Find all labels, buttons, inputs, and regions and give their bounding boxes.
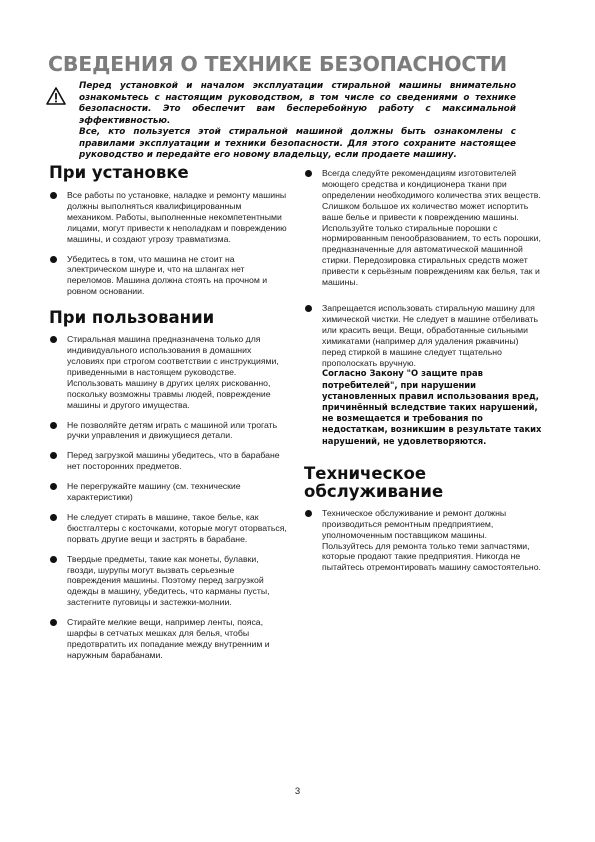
bullet-icon: [50, 619, 57, 626]
section-heading-usage: При пользовании: [49, 308, 215, 328]
list-item: Перед загрузкой машины убедитесь, что в барабане нет посторонних предметов.: [49, 450, 289, 472]
list-item: Твердые предметы, такие как монеты, булавки, гвозди, шурупы могут вызвать серьезные повреждения машины. Поэтому перед загрузкой одежды в машину, убедитесь, что карманы пусты, застегните пуговицы и застежки-молнии.: [49, 554, 289, 609]
bullet-icon: [50, 452, 57, 459]
section-heading-service: Техническое обслуживание: [304, 463, 444, 502]
list-item: Стирайте мелкие вещи, например ленты, пояса, шарфы в сетчатых мешках для белья, чтобы предотвратить их попадание между внутренним и наружным барабанами.: [49, 617, 289, 661]
service-list: [304, 508, 544, 573]
list-item: Не позволяйте детям играть с машиной или трогать ручки управления и движущиеся детали.: [49, 420, 289, 442]
bullet-icon: [50, 483, 57, 490]
bullet-icon: [50, 422, 57, 429]
bullet-icon: [50, 336, 57, 343]
bullet-icon: [305, 305, 312, 312]
bullet-icon: [305, 170, 312, 177]
bullet-icon: [305, 510, 312, 517]
right-column: [304, 168, 544, 582]
legal-notice: Согласно Закону "О защите прав потребителей", при нарушении установленных правил использования вред, причинённый вследствие таких нарушений, не возмещается и требования по недостаткам, возникшим в результате таких нарушений, не удовлетворяются.: [322, 368, 542, 446]
list-item: Техническое обслуживание и ремонт должны производиться ремонтным предприятием, уполномоченным поставщиком машины. Пользуйтесь для ремонта только теми запчастями, которые продают такие предприятия. Никогда не пытайтесь отремонтировать машину самостоятельно.: [304, 508, 544, 573]
list-item: Не перегружайте машину (см. технические характеристики): [49, 481, 289, 503]
bullet-icon: [50, 192, 57, 199]
list-item: Не следует стирать в машине, такое белье, как бюстгалтеры с косточками, которые могут оторваться, порвать другие вещи и застрять в барабане.: [49, 512, 289, 545]
warning-triangle-icon: [46, 87, 66, 105]
page-title: СВЕДЕНИЯ О ТЕХНИКЕ БЕЗОПАСНОСТИ: [48, 52, 507, 76]
list-item: Убедитесь в том, что машина не стоит на электрическом шнуре и, что на шлангах нет переломов. Машина должна стоять на прочном и ровном основании.: [49, 254, 289, 298]
bullet-icon: [50, 556, 57, 563]
list-item: Все работы по установке, наладке и ремонту машины должны выполняться квалифицированным механиком. Работы, выполненные некомпетентными лицами, могут привести к неполадкам и повреждению машины, и создают угрозу травматизма.: [49, 190, 289, 245]
bullet-icon: [50, 256, 57, 263]
usage-list-continued: [304, 168, 544, 447]
installation-list: [49, 190, 289, 297]
bullet-icon: [50, 514, 57, 521]
left-column: [49, 164, 289, 670]
intro-notice: [79, 81, 516, 162]
list-item: Стиральная машина предназначена только для индивидуального использования в домашних условиях при строгом соответствии с инструкциями, приведенными в настоящем руководстве. Использовать машину в других целях рискованно, поскольку возможны травмы людей, повреждение машины и другого имущества.: [49, 334, 289, 410]
page-number: 3: [294, 786, 301, 797]
list-item: Всегда следуйте рекомендациям изготовителей моющего средства и кондиционера ткани при определении необходимого количества этих веществ. Слишком большое их количество может испортить ваше белье и привести к повреждению машины. Используйте только стиральные порошки с нормированным пенообразованием, то есть порошки, предназначенные для автоматической машинной стирки. Передозировка стиральных средств может привести к серьёзным повреждениям как белья, так и машины.: [304, 168, 544, 288]
intro-paragraph: Все, кто пользуется этой стиральной машиной должны быть ознакомлены с правилами эксплуатации и техники безопасности. Для этого сохраните настоящее руководство и передайте его новому владельцу, если продаете машину.: [79, 127, 516, 160]
intro-paragraph: Перед установкой и началом эксплуатации стиральной машины внимательно ознакомьтесь с настоящим руководством, в том числе со сведениями о технике безопасности. Это обеспечит вам бесперебойную работу с максимальной эффективностью.: [79, 81, 516, 126]
usage-list: [49, 334, 289, 661]
section-heading-installation: При установке: [49, 163, 189, 182]
list-item: Запрещается использовать стиральную машину для химической чистки. Не следует в машине отбеливать или красить вещи. Вещи, обработанные сильными химикатами (например для удаления ржавчины) перед стиркой в машине следует тщательно прополоскать вручную. Согласно Закону "О защите прав потребителей", при нарушении установленных правил использования вред, причинённый вследствие таких нарушений, не возмещается и требования по недостаткам, возникшим в результате таких нарушений, не удовлетворяются.: [304, 303, 544, 447]
